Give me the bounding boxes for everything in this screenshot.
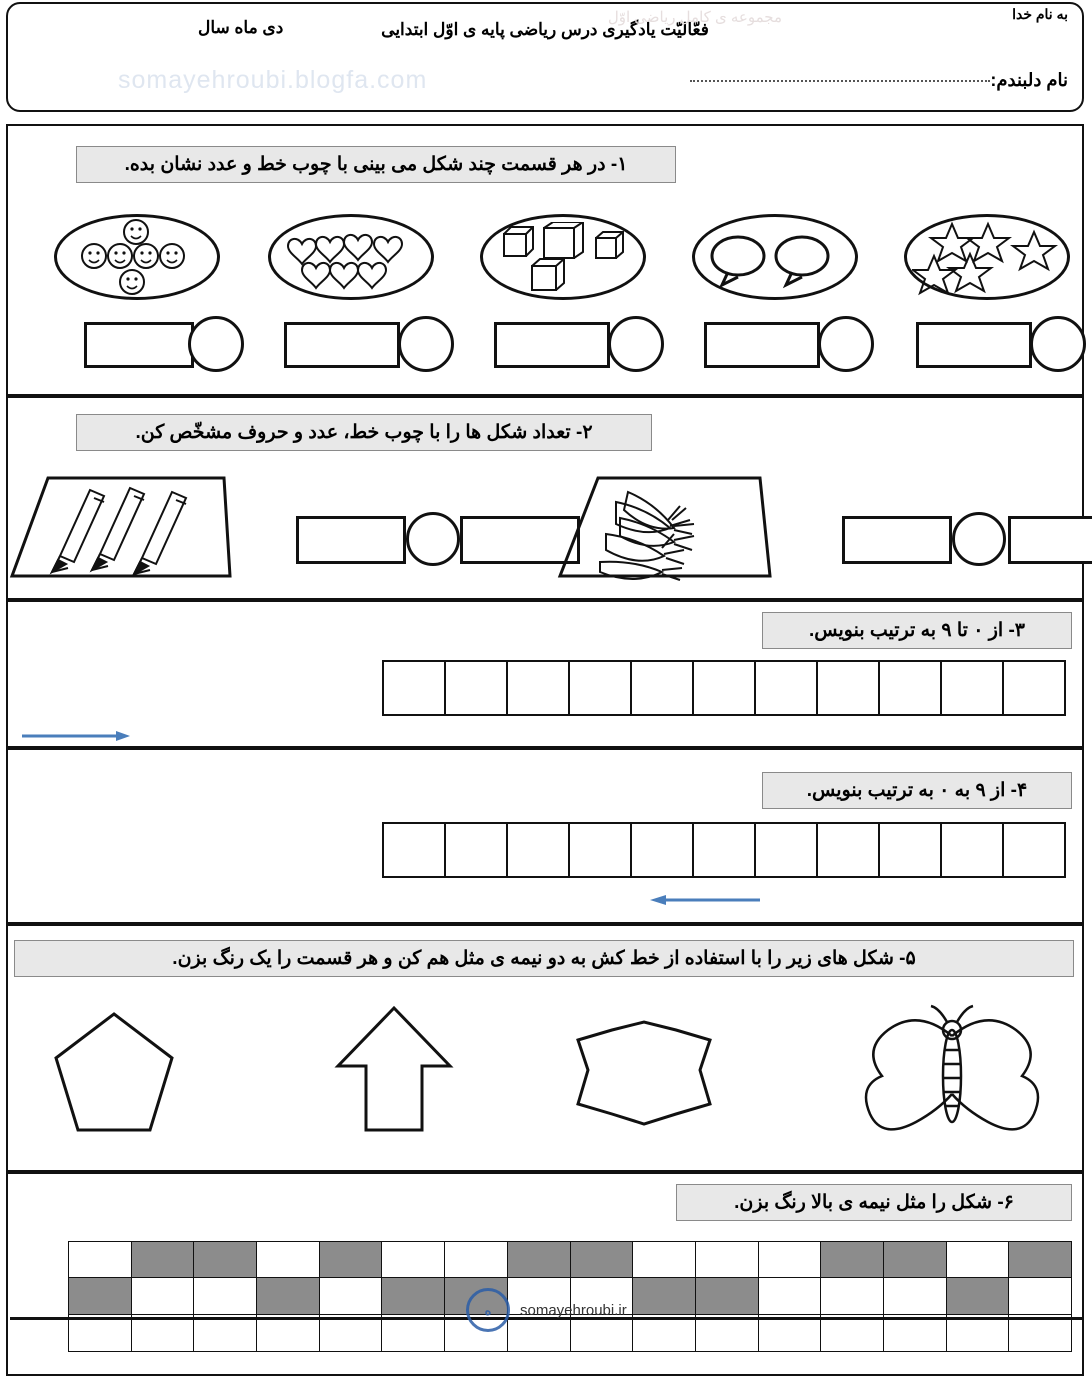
tally-answer-box[interactable] [704, 322, 820, 368]
grid-cell[interactable] [382, 822, 446, 878]
grid-cell[interactable] [940, 660, 1004, 716]
tally-answer-box[interactable] [494, 322, 610, 368]
grid-row [69, 1242, 1072, 1279]
logo-icon: ه [466, 1288, 510, 1332]
section-q3 [6, 600, 1084, 748]
bismillah-text: به نام خدا [1012, 6, 1068, 22]
grid-cell[interactable] [694, 1277, 758, 1315]
grid-cell[interactable] [256, 1241, 320, 1279]
section-q6 [6, 1172, 1084, 1376]
grid-cell[interactable] [878, 660, 942, 716]
pentagon-icon[interactable] [52, 1010, 182, 1140]
prompt-q4: ۴- از ۹ به ۰ به ترتیب بنویس. [762, 772, 1072, 809]
number-answer-circle[interactable] [608, 316, 664, 372]
date-text: دی ماه سال [198, 18, 284, 37]
grid-cell[interactable] [945, 1241, 1009, 1279]
grid-cell[interactable] [506, 660, 570, 716]
tally-answer-box[interactable] [284, 322, 400, 368]
number-answer-circle[interactable] [818, 316, 874, 372]
section-q5 [6, 924, 1084, 1172]
prompt-q3: ۳- از ۰ تا ۹ به ترتیب بنویس. [762, 612, 1072, 649]
grid-cell[interactable] [568, 660, 632, 716]
grid-cell[interactable] [754, 822, 818, 878]
up-arrow-icon[interactable] [322, 1002, 462, 1142]
grid-cell[interactable] [318, 1241, 382, 1279]
arrow-right-to-left-icon [650, 892, 760, 908]
grid-cell[interactable] [1008, 1277, 1072, 1315]
grid-cell[interactable] [820, 1241, 884, 1279]
grid-cell[interactable] [694, 1241, 758, 1279]
tally-answer-box[interactable] [916, 322, 1032, 368]
grid-cell[interactable] [193, 1277, 257, 1315]
grid-cell[interactable] [632, 1241, 696, 1279]
grid-cell[interactable] [882, 1277, 946, 1315]
number-answer-circle[interactable] [406, 512, 460, 566]
prompt-q1: ۱- در هر قسمت چند شکل می بینی با چوب خط و عدد نشان بده. [76, 146, 676, 183]
grid-cell[interactable] [754, 660, 818, 716]
grid-cell[interactable] [692, 660, 756, 716]
prompt-q5: ۵- شکل های زیر را با استفاده از خط کش به دو نیمه ی مثل هم کن و هر قسمت را یک رنگ بزن. [14, 940, 1074, 977]
coloring-grid-q6[interactable] [69, 1242, 1072, 1352]
grid-cell[interactable] [1002, 660, 1066, 716]
grid-cell[interactable] [630, 660, 694, 716]
grid-cell[interactable] [444, 822, 508, 878]
pencil-icon [8, 476, 232, 582]
grid-cell[interactable] [68, 1277, 132, 1315]
number-answer-circle[interactable] [952, 512, 1006, 566]
student-name-text: نام دلبندم: [990, 70, 1068, 90]
grid-cell[interactable] [568, 822, 632, 878]
cube-icon [488, 222, 638, 298]
grid-cell[interactable] [882, 1241, 946, 1279]
grid-cell[interactable] [382, 660, 446, 716]
grid-cell[interactable] [569, 1241, 633, 1279]
grid-cell[interactable] [757, 1241, 821, 1279]
grid-cell[interactable] [878, 822, 942, 878]
grid-cell[interactable] [318, 1277, 382, 1315]
page-title: فعّالیّت یادگیری درس ریاضی پایه ی اوّل ابتدایی [381, 20, 709, 39]
grid-cell[interactable] [381, 1277, 445, 1315]
word-answer-box[interactable] [1008, 516, 1092, 564]
grid-cell[interactable] [630, 822, 694, 878]
grid-cell[interactable] [506, 822, 570, 878]
grid-cell[interactable] [444, 660, 508, 716]
grid-cell[interactable] [444, 1241, 508, 1279]
tally-answer-box[interactable] [84, 322, 194, 368]
prompt-q6: ۶- شکل را مثل نیمه ی بالا رنگ بزن. [676, 1184, 1072, 1221]
number-answer-circle[interactable] [398, 316, 454, 372]
grid-cell[interactable] [130, 1241, 194, 1279]
tally-answer-box[interactable] [842, 516, 952, 564]
grid-cell[interactable] [506, 1241, 570, 1279]
section-q1 [6, 124, 1084, 396]
grid-cell[interactable] [632, 1277, 696, 1315]
smiley-face-icon [58, 218, 214, 298]
student-name-input-line[interactable] [690, 80, 990, 82]
eight-point-star-icon[interactable] [552, 1012, 732, 1142]
grid-cell[interactable] [816, 822, 880, 878]
grid-cell[interactable] [381, 1241, 445, 1279]
grid-row [69, 1315, 1072, 1352]
student-name-label [684, 70, 1068, 91]
star-icon [912, 218, 1062, 298]
grid-cell[interactable] [692, 822, 756, 878]
number-answer-circle[interactable] [1030, 316, 1086, 372]
footer-watermark: somayehroubi.ir [520, 1302, 627, 1319]
grid-cell[interactable] [193, 1241, 257, 1279]
grid-cell[interactable] [940, 822, 1004, 878]
watermark-top-secondary: مجموعه ی کامل ریاضی اوّل [607, 9, 782, 26]
grid-cell[interactable] [256, 1277, 320, 1315]
grid-cell[interactable] [1008, 1241, 1072, 1279]
butterfly-icon[interactable] [862, 1004, 1042, 1144]
section-q4 [6, 748, 1084, 924]
answer-grid-q4[interactable] [384, 822, 1066, 878]
tally-answer-box[interactable] [296, 516, 406, 564]
speech-bubble-icon [702, 234, 842, 290]
grid-cell[interactable] [1002, 822, 1066, 878]
carrot-icon [556, 476, 776, 582]
heart-icon [272, 222, 428, 294]
header-box [6, 2, 1084, 112]
grid-cell[interactable] [757, 1277, 821, 1315]
grid-cell[interactable] [816, 660, 880, 716]
answer-grid-q3[interactable] [384, 660, 1066, 716]
grid-cell[interactable] [68, 1241, 132, 1279]
grid-cell[interactable] [820, 1277, 884, 1315]
watermark-top: somayehroubi.blogfa.com [118, 66, 428, 94]
arrow-left-to-right-icon [22, 728, 132, 744]
grid-cell[interactable] [945, 1277, 1009, 1315]
grid-cell[interactable] [130, 1277, 194, 1315]
section-q2 [6, 396, 1084, 600]
number-answer-circle[interactable] [188, 316, 244, 372]
prompt-q2: ۲- تعداد شکل ها را با چوب خط، عدد و حروف مشخّص کن. [76, 414, 652, 451]
